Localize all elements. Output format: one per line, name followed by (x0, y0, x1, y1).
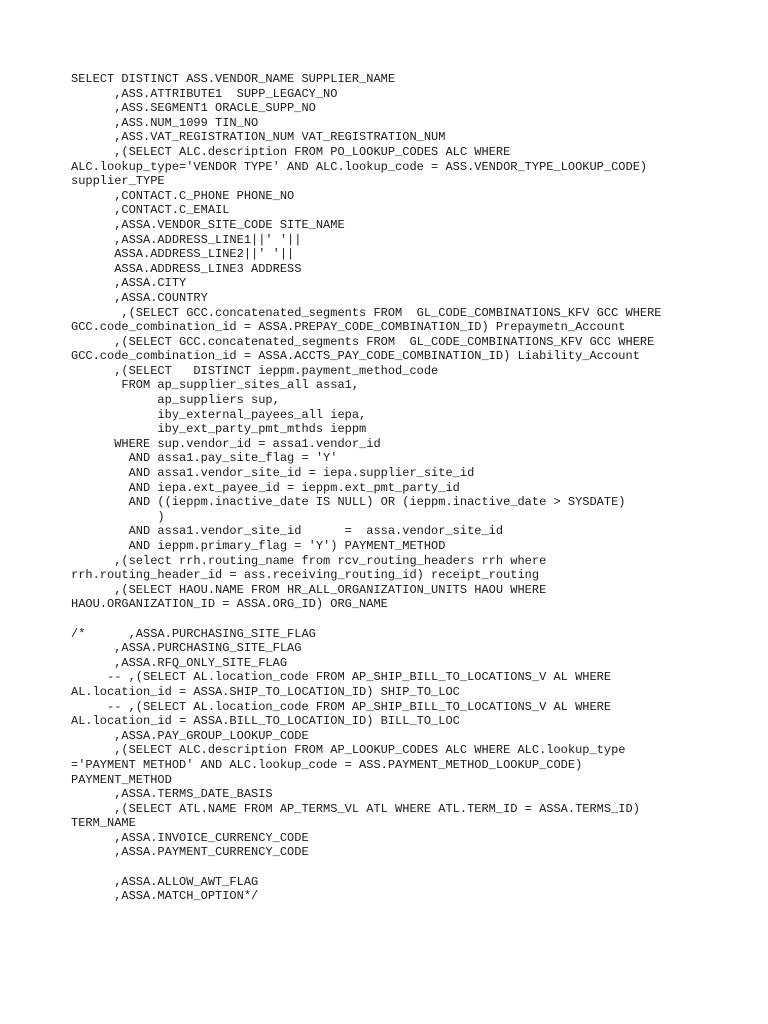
sql-code-block (71, 72, 662, 904)
code-line: ,ASSA.MATCH_OPTION*/ (71, 889, 259, 904)
code-line: AND ieppm.primary_flag = 'Y') PAYMENT_METHOD (71, 539, 446, 553)
code-line: ALC.lookup_type='VENDOR TYPE' AND ALC.lookup_code = ASS.VENDOR_TYPE_LOOKUP_CODE) (71, 159, 648, 174)
code-line: ,(select rrh.routing_name from rcv_routing_headers rrh where (71, 553, 547, 568)
code-line: ,ASSA.CITY (71, 276, 187, 291)
code-line: ,(SELECT GCC.concatenated_segments FROM GL_CODE_COMBINATIONS_KFV GCC WHERE (71, 305, 662, 320)
code-line: ,(SELECT HAOU.NAME FROM HR_ALL_ORGANIZATION_UNITS HAOU WHERE (71, 582, 547, 597)
code-line: ,(SELECT DISTINCT ieppm.payment_method_code (71, 363, 439, 378)
code-line: -- ,(SELECT AL.location_code FROM AP_SHIP_BILL_TO_LOCATIONS_V AL WHERE (71, 699, 612, 714)
code-line: ,ASSA.ADDRESS_LINE1||' '|| (71, 232, 302, 247)
code-line: ,ASSA.TERMS_DATE_BASIS (71, 787, 273, 802)
code-line: AL.location_id = ASSA.BILL_TO_LOCATION_ID) BILL_TO_LOC (71, 714, 460, 729)
code-line: ,ASSA.RFQ_ONLY_SITE_FLAG (71, 655, 288, 670)
code-line: supplier_TYPE (71, 174, 165, 189)
code-line: rrh.routing_header_id = ass.receiving_routing_id) receipt_routing (71, 568, 540, 583)
code-line: FROM ap_supplier_sites_all assa1, (71, 378, 360, 393)
code-line: AL.location_id = ASSA.SHIP_TO_LOCATION_ID) SHIP_TO_LOC (71, 684, 460, 699)
code-line: GCC.code_combination_id = ASSA.PREPAY_CODE_COMBINATION_ID) Prepaymetn_Account (71, 320, 626, 335)
code-line: PAYMENT_METHOD (71, 772, 172, 787)
code-line: ,ASSA.PAYMENT_CURRENCY_CODE (71, 845, 309, 860)
code-line: iby_ext_party_pmt_mthds ieppm (71, 422, 367, 437)
code-line: ,ASS.NUM_1099 TIN_NO (71, 115, 259, 130)
code-line: ,ASSA.INVOICE_CURRENCY_CODE (71, 830, 309, 845)
code-line: ) (71, 509, 165, 524)
code-line: ,ASSA.PAY_GROUP_LOOKUP_CODE (71, 728, 309, 743)
code-line: ,(SELECT ALC.description FROM AP_LOOKUP_CODES ALC WHERE ALC.lookup_type (71, 743, 626, 758)
code-line: SELECT DISTINCT ASS.VENDOR_NAME SUPPLIER_NAME (71, 72, 396, 86)
code-line: ,(SELECT ALC.description FROM PO_LOOKUP_CODES ALC WHERE (71, 144, 511, 159)
code-line: AND ((ieppm.inactive_date IS NULL) OR (ieppm.inactive_date > SYSDATE) (71, 495, 626, 510)
code-line: TERM_NAME (71, 816, 136, 831)
code-line: ='PAYMENT METHOD' AND ALC.lookup_code = ASS.PAYMENT_METHOD_LOOKUP_CODE) (71, 757, 583, 772)
code-line: ,ASS.ATTRIBUTE1 SUPP_LEGACY_NO (71, 86, 338, 101)
code-line: HAOU.ORGANIZATION_ID = ASSA.ORG_ID) ORG_NAME (71, 597, 388, 612)
code-line (71, 612, 662, 627)
code-line: ,CONTACT.C_PHONE PHONE_NO (71, 188, 295, 203)
code-line: -- ,(SELECT AL.location_code FROM AP_SHIP_BILL_TO_LOCATIONS_V AL WHERE (71, 670, 612, 685)
code-line: ,ASSA.ALLOW_AWT_FLAG (71, 874, 259, 889)
code-line: ,ASS.SEGMENT1 ORACLE_SUPP_NO (71, 101, 316, 116)
code-line: GCC.code_combination_id = ASSA.ACCTS_PAY_CODE_COMBINATION_ID) Liability_Account (71, 349, 640, 364)
code-line: ,ASSA.VENDOR_SITE_CODE SITE_NAME (71, 217, 345, 232)
code-line: ,(SELECT GCC.concatenated_segments FROM GL_CODE_COMBINATIONS_KFV GCC WHERE (71, 334, 655, 349)
code-line: ,(SELECT ATL.NAME FROM AP_TERMS_VL ATL WHERE ATL.TERM_ID = ASSA.TERMS_ID) (71, 801, 640, 816)
code-line: AND assa1.pay_site_flag = 'Y' (71, 451, 338, 466)
code-line: ASSA.ADDRESS_LINE2||' '|| (71, 247, 295, 262)
code-line: ,ASSA.COUNTRY (71, 290, 208, 305)
code-line: AND assa1.vendor_site_id = iepa.supplier_site_id (71, 466, 475, 481)
code-line: /* ,ASSA.PURCHASING_SITE_FLAG (71, 626, 316, 641)
code-line: AND assa1.vendor_site_id = assa.vendor_site_id (71, 524, 504, 539)
code-line: WHERE sup.vendor_id = assa1.vendor_id (71, 436, 381, 451)
code-line: ,CONTACT.C_EMAIL (71, 203, 230, 218)
code-line: ,ASS.VAT_REGISTRATION_NUM VAT_REGISTRATION_NUM (71, 130, 446, 145)
code-line: AND iepa.ext_payee_id = ieppm.ext_pmt_party_id (71, 480, 460, 495)
code-line: ap_suppliers sup, (71, 393, 280, 408)
code-line: ,ASSA.PURCHASING_SITE_FLAG (71, 641, 302, 656)
code-line (71, 860, 662, 875)
code-line: iby_external_payees_all iepa, (71, 407, 367, 422)
code-line: ASSA.ADDRESS_LINE3 ADDRESS (71, 261, 302, 276)
